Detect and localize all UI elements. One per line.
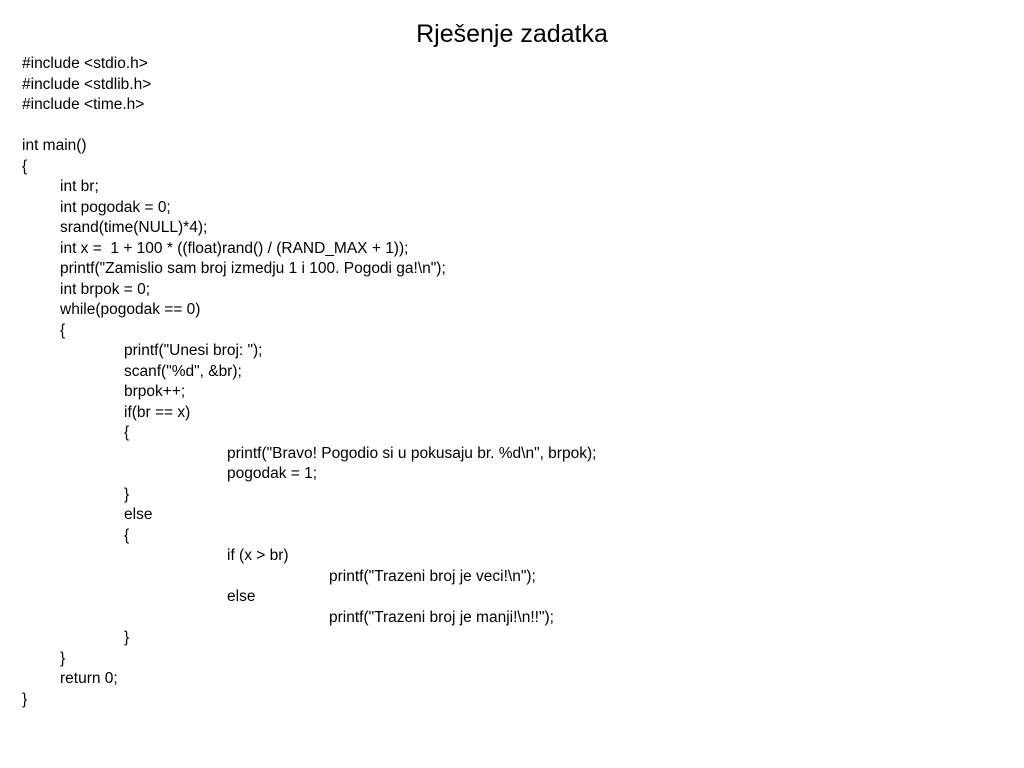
code-line: srand(time(NULL)*4); <box>60 219 208 236</box>
code-line: int br; <box>60 178 99 195</box>
code-line: pogodak = 1; <box>227 465 318 482</box>
code-line: printf("Zamislio sam broj izmedju 1 i 100. Pogodi ga!\n"); <box>60 260 446 277</box>
code-line: { <box>22 157 28 175</box>
slide-title: Rješenje zadatka <box>416 20 608 48</box>
code-line: { <box>124 424 130 441</box>
code-line: { <box>124 526 130 544</box>
code-line: else <box>227 588 256 605</box>
code-line: brpok++; <box>124 383 186 400</box>
code-line: } <box>22 690 28 708</box>
code-line: printf("Trazeni broj je veci!\n"); <box>329 567 536 585</box>
code-line: } <box>124 485 130 503</box>
code-line: int pogodak = 0; <box>60 198 171 216</box>
code-line: printf("Bravo! Pogodio si u pokusaju br. %d\n", brpok); <box>227 444 597 462</box>
code-line: } <box>60 649 66 667</box>
code-line: else <box>124 506 153 523</box>
code-line: return 0; <box>60 670 118 687</box>
code-line: { <box>60 321 66 339</box>
code-line: scanf("%d", &br); <box>124 362 242 380</box>
code-line: int x = 1 + 100 * ((float)rand() / (RAND_MAX + 1)); <box>60 239 409 257</box>
code-line: while(pogodak == 0) <box>60 301 201 318</box>
code-line: printf("Trazeni broj je manji!\n!!"); <box>329 608 554 626</box>
code-line: printf("Unesi broj: "); <box>124 342 263 359</box>
code-block <box>22 54 1012 710</box>
code-line: #include <stdio.h> <box>22 55 148 72</box>
code-line: if (x > br) <box>227 547 289 564</box>
code-line: int brpok = 0; <box>60 280 151 298</box>
code-line: #include <time.h> <box>22 96 145 113</box>
code-line: } <box>124 629 130 646</box>
code-line: if(br == x) <box>124 403 191 421</box>
code-line: #include <stdlib.h> <box>22 75 152 93</box>
code-line <box>22 116 1012 137</box>
code-line: int main() <box>22 137 87 154</box>
